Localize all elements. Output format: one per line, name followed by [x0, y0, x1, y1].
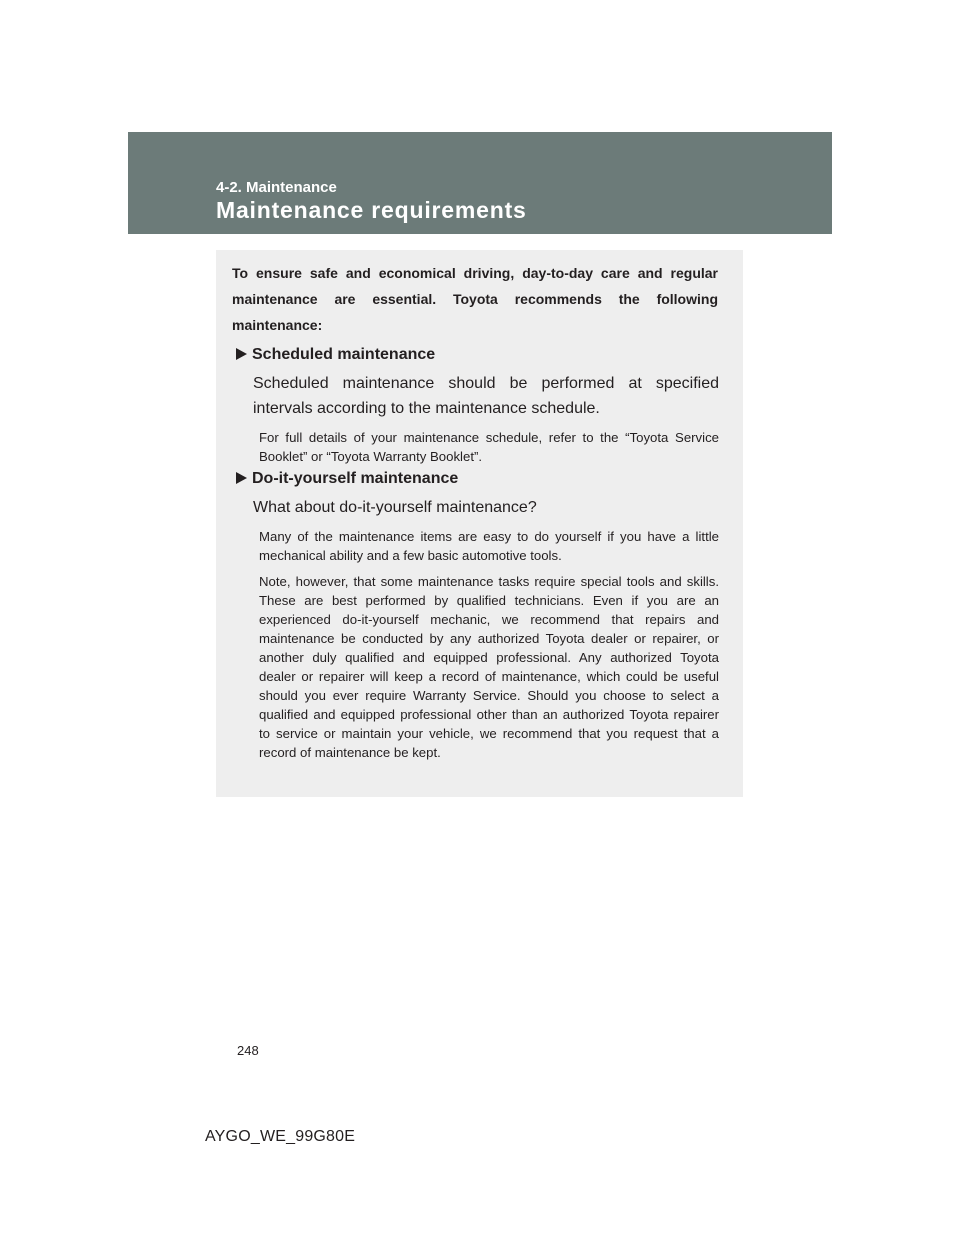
section-label: 4-2. Maintenance [216, 179, 337, 196]
section-heading-scheduled [236, 346, 435, 364]
section-heading-diy [236, 470, 458, 488]
note-diy-easy: Many of the maintenance items are easy to do yourself if you have a little mechanical ability and a few basic automotive tools. [259, 529, 719, 563]
content-box [216, 250, 743, 797]
triangle-bullet-icon [236, 348, 247, 360]
page-title: Maintenance requirements [216, 197, 527, 223]
section-lead-diy: What about do-it-yourself maintenance? [253, 499, 537, 516]
note-scheduled-details: For full details of your maintenance schedule, refer to the “Toyota Service Booklet” or “Toyota Warranty Booklet”. [259, 430, 719, 464]
header-band [128, 132, 832, 234]
page-number: 248 [237, 1043, 259, 1058]
document-code: AYGO_WE_99G80E [205, 1128, 356, 1145]
intro-paragraph: To ensure safe and economical driving, day-to-day care and regular maintenance are essential. Toyota recommends the following maintenance: [232, 265, 718, 333]
triangle-bullet-icon [236, 472, 247, 484]
section-heading-label: Scheduled maintenance [252, 346, 436, 363]
note-diy-professional: Note, however, that some maintenance tasks require special tools and skills. These are best performed by qualified technicians. Even if you are an experienced do-it-yourself mechanic, we recommend that repairs and maintenance be conducted by any authorized Toyota dealer or repairer, or another duly qualified and equipped professional. Any authorized Toyota dealer or repairer will keep a record of maintenance, which could be useful should you ever require Warranty Service. Should you choose to select a qualified and equipped professional other than an authorized Toyota repairer to service or maintain your vehicle, we recommend that you request that a record of maintenance be kept. [259, 574, 719, 760]
section-heading-label: Do-it-yourself maintenance [252, 470, 459, 487]
section-lead-scheduled: Scheduled maintenance should be performed at specified intervals according to the maintenance schedule. [253, 375, 719, 417]
